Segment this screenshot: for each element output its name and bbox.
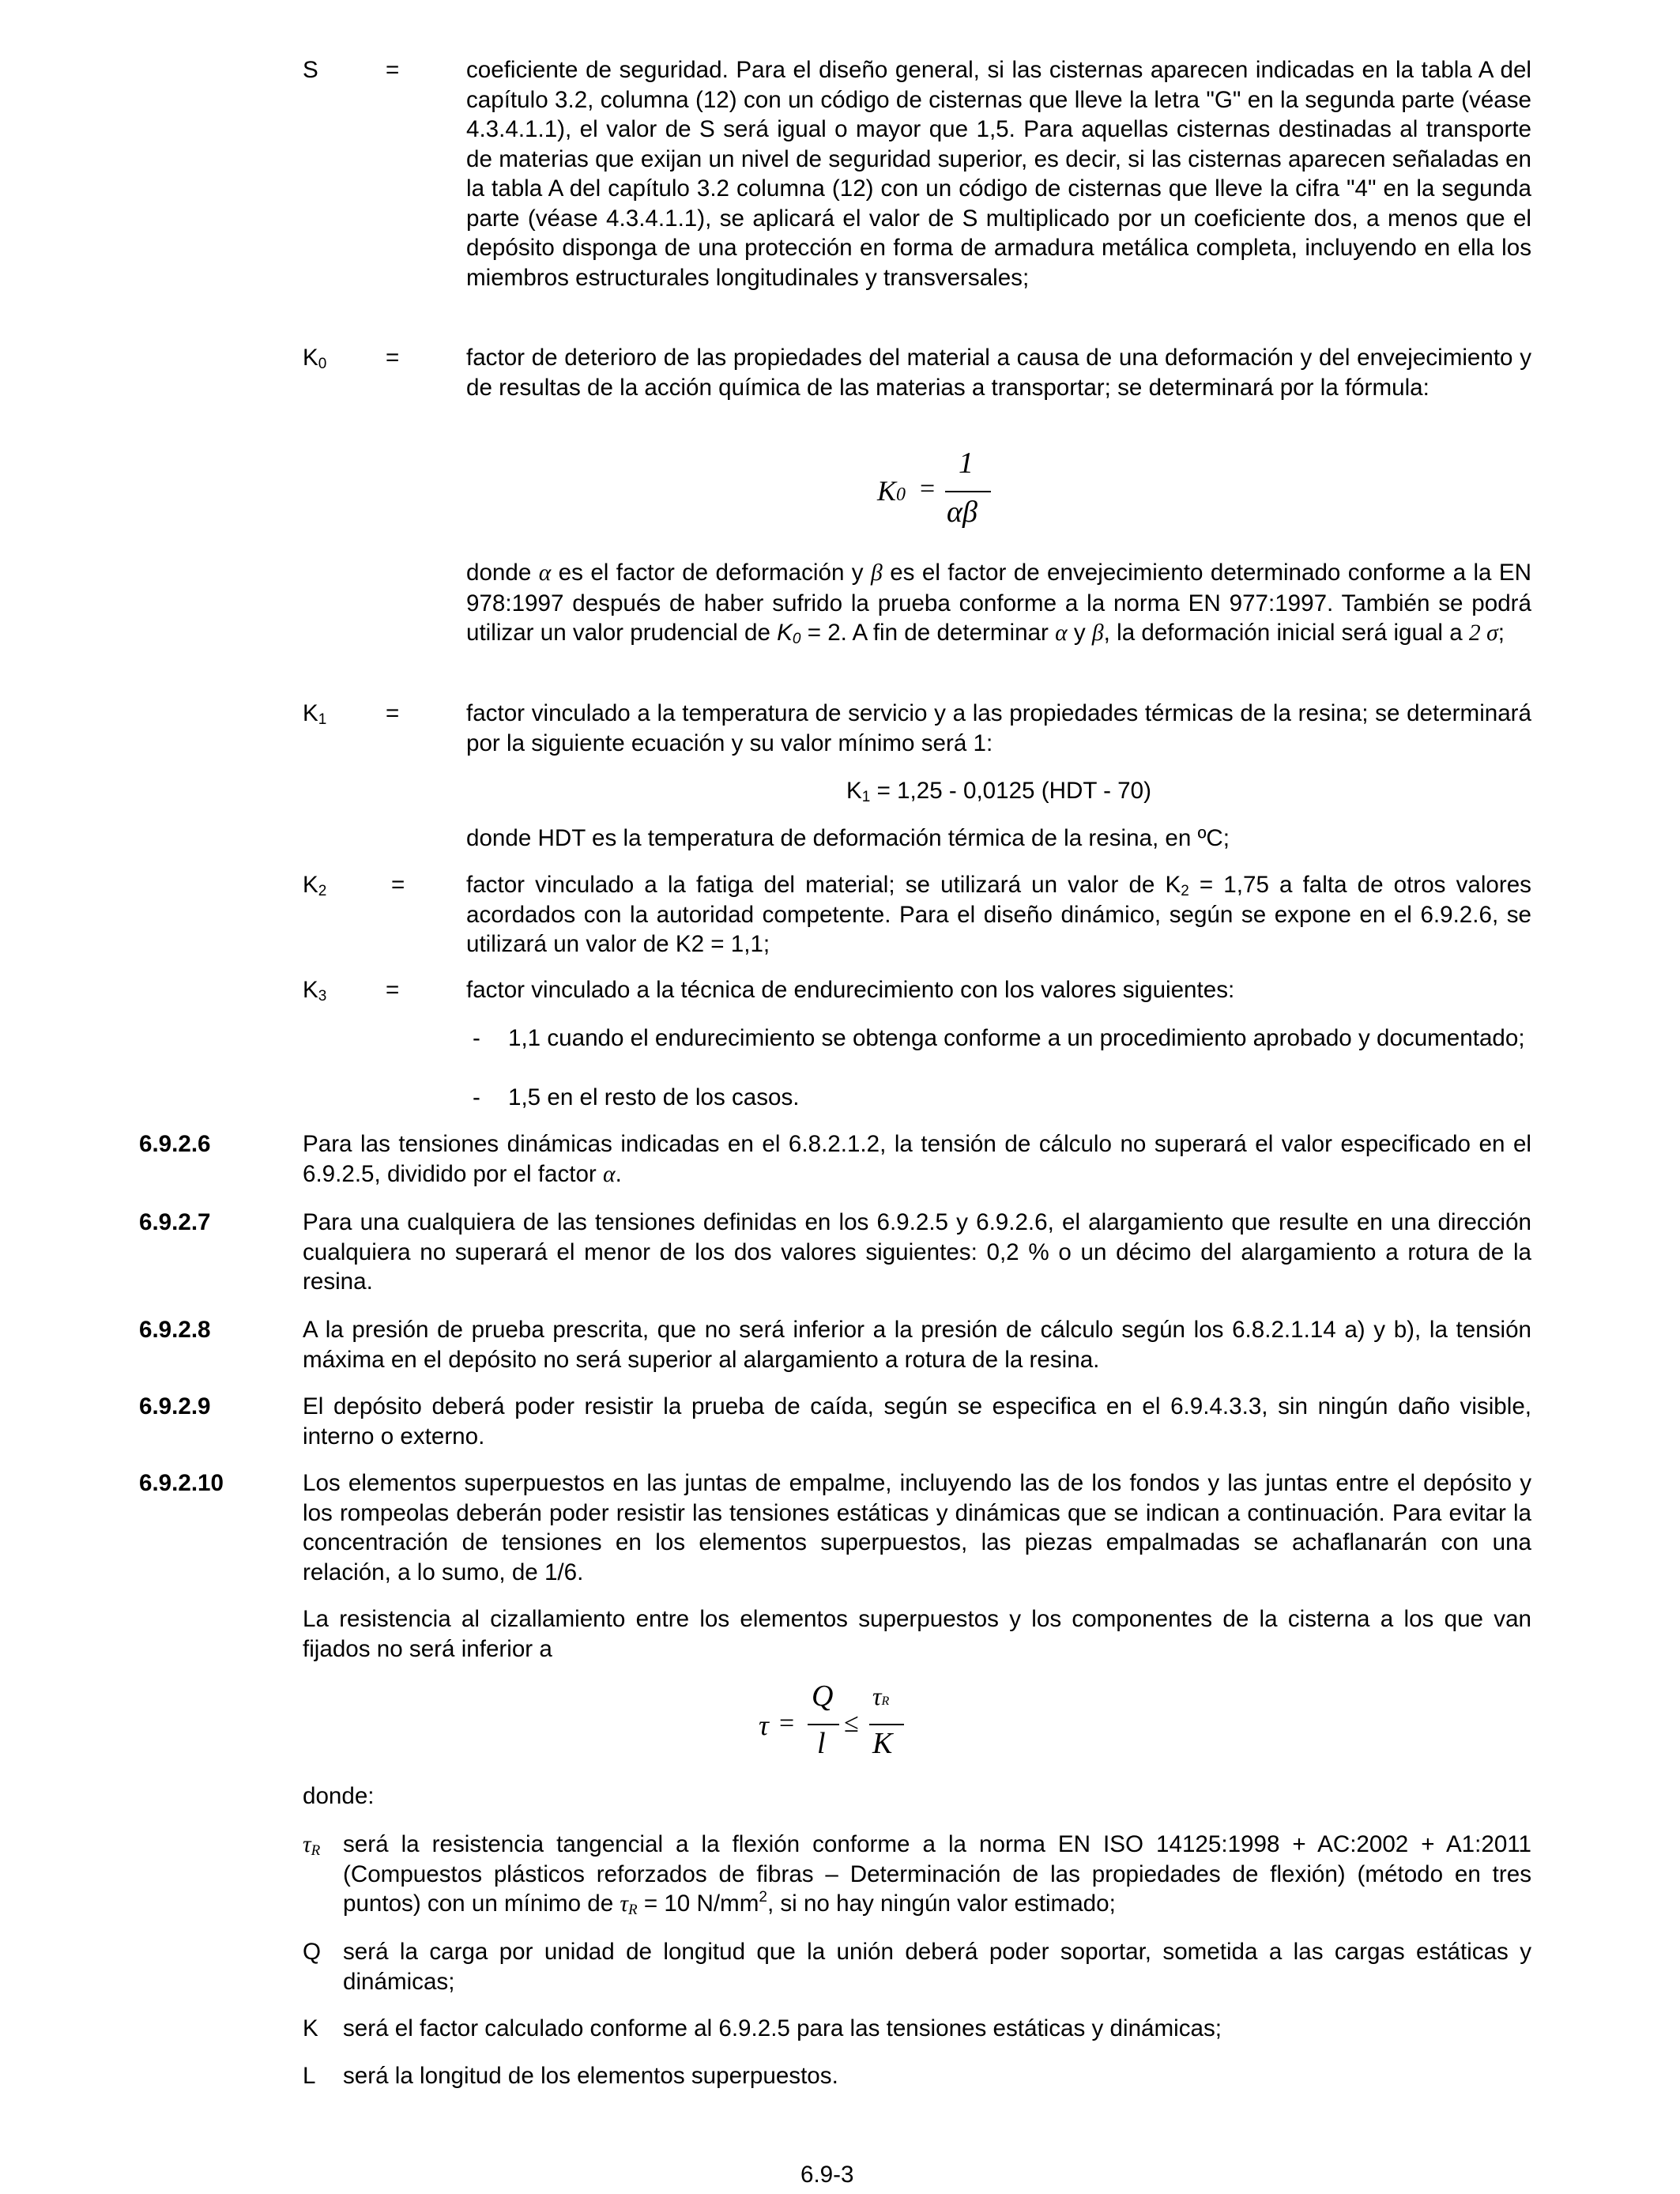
section-text: Para una cualquiera de las tensiones definidas en los 6.9.2.5 y 6.9.2.6, el alargamiento que resulte en una dirección cualquiera no superará el menor de los dos valores siguientes: 0,2 % o un décimo del alargamiento a rotura de la resina. (303, 1209, 1531, 1295)
symbol-k2: $K_2$ (303, 872, 327, 899)
where-item-text: será el factor calculado conforme al 6.9.2.5 para las tensiones estáticas y dinámicas; (343, 2015, 1222, 2041)
k1-definition-text: factor vinculado a la temperatura de servicio y a las propiedades térmicas de la resina; se determinará por la siguiente ecuación y su valor mínimo será 1: (466, 700, 1531, 756)
section-text: Para las tensiones dinámicas indicadas en el 6.8.2.1.2, la tensión de cálculo no superará el valor especificado en el 6.9.2.5, dividido por el factor α. (303, 1131, 1531, 1187)
where-mark-l: L (303, 2063, 316, 2089)
formula-lhs: K0 (877, 475, 906, 507)
shear-formula (759, 1679, 917, 1778)
equals-sign: = (386, 57, 400, 83)
formula-equals: = (920, 474, 936, 503)
symbol-k1: $K_1$ (303, 700, 327, 728)
bullet-dash: - (473, 1084, 480, 1110)
page-number: 6.9-3 (800, 2162, 854, 2188)
formula-denominator-l: l (817, 1727, 826, 1760)
section-text: A la presión de prueba prescrita, que no será inferior a la presión de cálculo según los 6.8.2.1.14 a) y b), la tensión máxima en el depósito no será superior al alargamiento a rotura de la resina. (303, 1317, 1531, 1373)
formula-leq: ≤ (844, 1709, 859, 1738)
where-mark-k: K (303, 2015, 318, 2041)
section-text-continued: La resistencia al cizallamiento entre los elementos superpuestos y los componentes de la cisterna a los que van fijados no será inferior a (303, 1606, 1531, 1662)
bullet-dash: - (473, 1025, 480, 1051)
equals-sign: = (386, 977, 400, 1003)
formula-equals: = (779, 1709, 795, 1738)
where-mark-tau-r: $\tau_R$ (303, 1832, 321, 1859)
formula-numerator-q: Q (812, 1679, 834, 1713)
k1-formula: $K_1 = 1,25 - 0,0125$ (HDT - 70) (846, 778, 1151, 805)
k0-formula (877, 447, 996, 537)
equals-sign: = (391, 872, 405, 898)
k3-bullet-item: 1,5 en el resto de los casos. (508, 1084, 800, 1110)
formula-numerator-tau: τR (872, 1682, 890, 1710)
fraction-bar (808, 1724, 839, 1725)
where-item-text: será la resistencia tangencial a la flexión conforme a la norma EN ISO 14125:1998 + AC:2002 + A1:2011 (Compuestos plásticos reforzados de fibras – Determinación de las propiedades de flexión) (método en tres puntos) con un mínimo de $\tau_R = 10$ $N/mm^2$, si no hay ningún valor estimado; (343, 1831, 1531, 1918)
k0-where-text: donde α es el factor de deformación y β es el factor de envejecimiento determinado conforme a la EN 978:1997 después de haber sufrido la prueba conforme a la norma EN 977:1997. También se podrá utilizar un valor prudencial de $K_0 = 2$. A fin de determinar α y β, la deformación inicial será igual a 2 σ; (466, 560, 1532, 647)
k0-definition-text: factor de deterioro de las propiedades del material a causa de una deformación y del envejecimiento y de resultas de la acción química de las materias a transportar; se determinará por la fórmula: (466, 345, 1531, 401)
where-mark-q: Q (303, 1939, 322, 1965)
section-text: El depósito deberá poder resistir la prueba de caída, según se especifica en el 6.9.4.3.3, sin ningún daño visible, interno o externo. (303, 1393, 1531, 1449)
s-definition-text: coeficiente de seguridad. Para el diseño general, si las cisternas aparecen indicadas en la tabla A del capítulo 3.2, columna (12) con un código de cisternas que lleve la letra "G" en la segunda parte (véase 4.3.4.1.1), el valor de S será igual o mayor que 1,5. Para aquellas cisternas destinadas al transporte de materias que exijan un nivel de seguridad superior, es decir, si las cisternas aparecen señaladas en la tabla A del capítulo 3.2 columna (12) con un código de cisternas que lleve la cifra "4" en la segunda parte (véase 4.3.4.1.1), se aplicará el valor de S multiplicado por un coeficiente dos, a menos que el depósito disponga de una protección en forma de armadura metálica completa, incluyendo en ella los miembros estructurales longitudinales y transversales; (466, 57, 1531, 291)
section-text: Los elementos superpuestos en las juntas de empalme, incluyendo las de los fondos y las juntas entre el depósito y los rompeolas deberán poder resistir las tensiones estáticas y dinámicas que se indican a continuación. Para evitar la concentración de tensiones en los elementos superpuestos, las piezas empalmadas se achaflanarán con una relación, a lo sumo, de 1/6. (303, 1470, 1531, 1585)
section-number: 6.9.2.9 (139, 1393, 211, 1419)
symbol-k0: $K_0$ (303, 345, 327, 372)
donde-label: donde: (303, 1783, 375, 1809)
formula-denominator: αβ (947, 496, 977, 529)
formula-tau: τ (759, 1710, 769, 1741)
formula-numerator: 1 (959, 447, 974, 480)
where-item-text: será la longitud de los elementos superpuestos. (343, 2063, 838, 2089)
section-number: 6.9.2.8 (139, 1317, 211, 1343)
equals-sign: = (386, 345, 400, 371)
symbol-k3: $K_3$ (303, 977, 327, 1005)
k3-definition-text: factor vinculado a la técnica de endurecimiento con los valores siguientes: (466, 977, 1235, 1003)
section-number: 6.9.2.10 (139, 1470, 224, 1496)
symbol-s: S (303, 57, 318, 83)
section-number: 6.9.2.7 (139, 1209, 211, 1235)
k2-definition-text: factor vinculado a la fatiga del material; se utilizará un valor de $K_2 = 1,75$ a falta de otros valores acordados con la autoridad competente. Para el diseño dinámico, según se expone en el 6.9.2.6, se utilizará un valor de K2 = 1,1; (466, 872, 1531, 957)
k1-where-text: donde HDT es la temperatura de deformación térmica de la resina, en ºC; (466, 825, 1230, 851)
fraction-bar (869, 1724, 904, 1725)
equals-sign: = (386, 700, 400, 726)
section-number: 6.9.2.6 (139, 1131, 211, 1157)
formula-denominator-k: K (872, 1727, 893, 1760)
fraction-bar (945, 491, 991, 492)
k3-bullet-item: 1,1 cuando el endurecimiento se obtenga conforme a un procedimiento aprobado y documentado; (508, 1025, 1525, 1051)
where-item-text: será la carga por unidad de longitud que la unión deberá poder soportar, sometida a las cargas estáticas y dinámicas; (343, 1939, 1531, 1995)
